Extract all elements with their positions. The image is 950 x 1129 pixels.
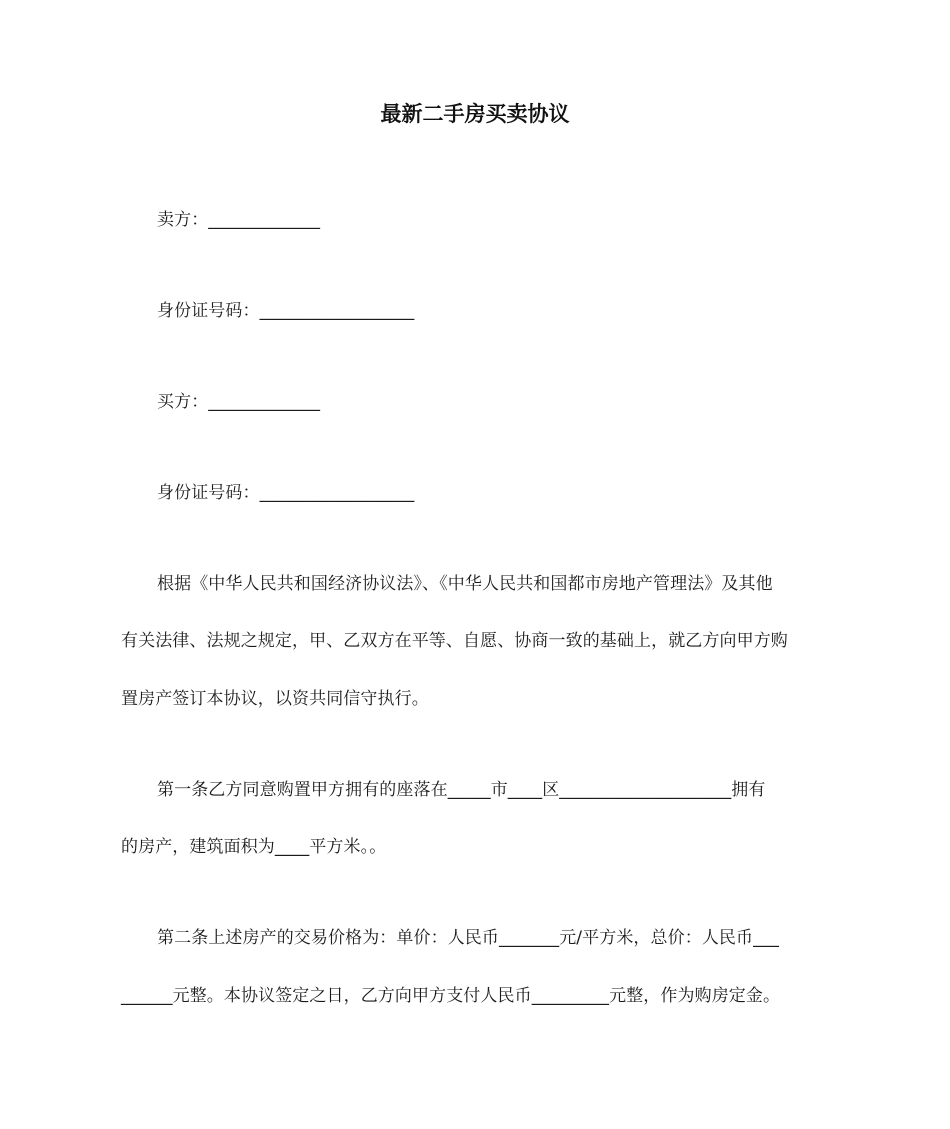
seller-line: 卖方：_____________	[157, 210, 321, 230]
seller-id-line: 身份证号码：__________________	[157, 301, 415, 321]
article-1-line-1: 第一条乙方同意购置甲方拥有的座落在_____市____区____________________拥有	[157, 780, 766, 800]
document-title: 最新二手房买卖协议	[380, 102, 570, 126]
preamble-line-3: 置房产签订本协议，以资共同信守执行。	[121, 689, 429, 709]
article-2-line-2: ______元整。本协议签定之日，乙方向甲方支付人民币_________元整，作为购房定金。	[121, 986, 781, 1006]
buyer-line: 买方：_____________	[157, 392, 321, 412]
buyer-id-line: 身份证号码：__________________	[157, 483, 415, 503]
article-2-line-1: 第二条上述房产的交易价格为：单价：人民币_______元/平方米，总价：人民币___	[157, 928, 779, 948]
article-1-line-2: 的房产，建筑面积为____平方米。。	[121, 837, 387, 857]
preamble-line-2: 有关法律、法规之规定，甲、乙双方在平等、自愿、协商一致的基础上，就乙方向甲方购	[121, 631, 788, 651]
preamble-line-1: 根据《中华人民共和国经济协议法》、《中华人民共和国都市房地产管理法》及其他	[157, 574, 773, 594]
